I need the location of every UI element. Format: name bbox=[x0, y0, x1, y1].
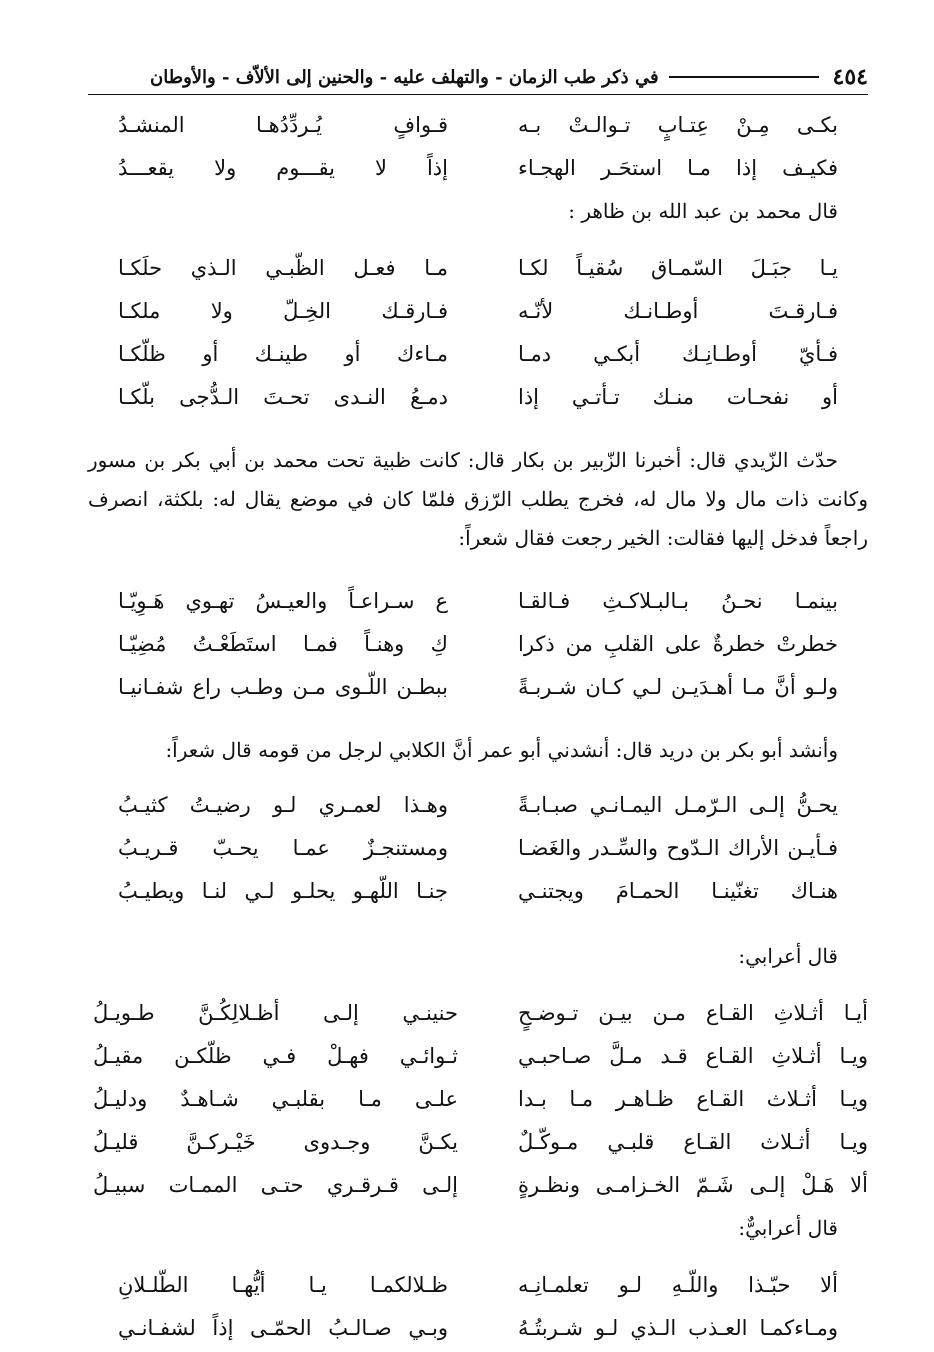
verse bbox=[88, 1264, 868, 1307]
second-hemistich: ثـوائـي فهـلْ فـي ظلّكـن مقيـلُ bbox=[93, 1044, 458, 1068]
poem-intro: قال أعرابي: bbox=[738, 944, 838, 968]
poem-block-6 bbox=[88, 1264, 868, 1350]
first-hemistich: ويـا أثـلاث القـاع قلبـي مـوكّـلٌ bbox=[518, 1130, 868, 1154]
verse bbox=[88, 376, 868, 419]
second-hemistich: دمـعُ النـدى تحـتَ الـدُّجى بلّكـا bbox=[118, 385, 448, 409]
poem-intro: قال أعرابيٌّ: bbox=[738, 1216, 838, 1240]
running-title: في ذكر طب الزمان - والتهلف عليه - والحنين إلى الألاّف - والأوطان bbox=[150, 66, 659, 88]
verse bbox=[88, 290, 868, 333]
second-hemistich: حنينـي إلـى أظـلالِكُـنَّ طـويـلُ bbox=[93, 1001, 458, 1025]
verse bbox=[88, 1121, 868, 1164]
first-hemistich: فكيـف إذا مـا استحَـر الهجـاء bbox=[518, 156, 838, 180]
first-hemistich: فـأيّ أوطـانِـك أبكـي دمـا bbox=[518, 342, 838, 366]
first-hemistich: فـأيـن الأراك الـدّوح والسِّـدر والغَضـا bbox=[518, 836, 838, 860]
second-hemistich: ومستنجـزٌ عمـا يحـبّ قـريـبُ bbox=[118, 836, 448, 860]
first-hemistich: بكـى مِـنْ عِتـابٍ تـوالـتْ بـه bbox=[518, 113, 838, 137]
poem-block-2 bbox=[88, 247, 868, 419]
verse bbox=[88, 147, 868, 190]
second-hemistich: ع سـراعـاً والعيـسُ تهـوي هَـوِيّـا bbox=[118, 589, 448, 613]
second-hemistich: كِ وهنـاً فمـا استَطَعْـتُ مُضِيّـا bbox=[118, 632, 448, 656]
first-hemistich: أو نفحـات منـك تـأتـي إذا bbox=[518, 385, 838, 409]
prose-text: وأنشد أبو بكر بن دريد قال: أنشدني أبو عمر أنَّ الكلابي لرجل من قومه قال شعراً: bbox=[165, 738, 838, 762]
first-hemistich: خطرتْ خطرةٌ على القلبِ من ذكرا bbox=[518, 632, 838, 656]
prose-paragraph bbox=[88, 441, 868, 558]
poem-block-5 bbox=[88, 992, 868, 1207]
first-hemistich: يـا جبَـلَ السّمـاق سُقيـاً لكـا bbox=[518, 256, 838, 280]
first-hemistich: فـارقـتَ أوطـانـك لأنّـه bbox=[518, 299, 838, 323]
header-rule bbox=[669, 76, 819, 78]
second-hemistich: جنـا اللّهـو يحلـو لـي لنـا ويطيـبُ bbox=[118, 879, 448, 903]
first-hemistich: ويـا أثـلاثِ القـاع قـد مـلَّ صـاحبـي bbox=[518, 1044, 868, 1068]
second-hemistich: فـارقـك الخِـلّ ولا ملكـا bbox=[118, 299, 448, 323]
verse bbox=[88, 1078, 868, 1121]
second-hemistich: مـاءك أو طينـك أو ظلّكـا bbox=[118, 342, 448, 366]
verse bbox=[88, 1035, 868, 1078]
poem-block-3 bbox=[88, 580, 868, 709]
page-body bbox=[88, 104, 868, 1350]
second-hemistich: ظـلالكمـا يـا أيُّهـا الطّلـلانِ bbox=[118, 1273, 448, 1297]
second-hemistich: مـا فعـل الظّبـي الـذي حلَكـا bbox=[118, 256, 448, 280]
first-hemistich: ألا هَـلْ إلـى شَـمّ الخـزامـى ونظـرةٍ bbox=[518, 1173, 868, 1197]
prose-paragraph bbox=[88, 731, 868, 770]
first-hemistich: ولـو أنَّ مـا أهـدَيـن لـي كـان شـربـةً bbox=[518, 675, 838, 699]
first-hemistich: ومـاءكمـا العـذب الـذي لـو شـربتُـهُ bbox=[518, 1316, 838, 1340]
second-hemistich: إلـى قـرقـري حتـى الممـات سبيـلُ bbox=[93, 1173, 458, 1197]
page-number: ٤٥٤ bbox=[832, 64, 868, 90]
poem-block-1 bbox=[88, 104, 868, 190]
second-hemistich: وهـذا لعمـري لـو رضيـتُ كثيـبُ bbox=[118, 793, 448, 817]
second-hemistich: إذاً لا يقـــوم ولا يقعـــدُ bbox=[118, 156, 448, 180]
poem-block-4 bbox=[88, 784, 868, 913]
second-hemistich: علـى مـا بقلبـي شـاهـدٌ ودليـلُ bbox=[93, 1087, 458, 1111]
verse bbox=[88, 992, 868, 1035]
verse bbox=[88, 666, 868, 709]
second-hemistich: يكـنَّ وجـدوى خَيْـركـنَّ قليـلُ bbox=[93, 1130, 458, 1154]
first-hemistich: ويـا أثـلاث القـاع ظـاهـر مـا بـدا bbox=[518, 1087, 868, 1111]
verse bbox=[88, 104, 868, 147]
page-header bbox=[88, 60, 868, 95]
verse bbox=[88, 623, 868, 666]
verse bbox=[88, 580, 868, 623]
second-hemistich: ببطـن اللّـوى مـن وطـب راع شفـانيـا bbox=[118, 675, 448, 699]
verse bbox=[88, 870, 868, 913]
verse bbox=[88, 827, 868, 870]
first-hemistich: أيـا أثـلاثِ القـاع مـن بيـن تـوضـحٍ bbox=[518, 1001, 868, 1025]
verse bbox=[88, 784, 868, 827]
second-hemistich: وبـي صـالـبُ الحمّـى إذاً لشفـانـي bbox=[118, 1316, 448, 1340]
first-hemistich: ألا حبّـذا واللّـهِ لـو تعلمـانِـه bbox=[518, 1273, 838, 1297]
first-hemistich: هنـاك تغنّينـا الحمـامَ ويجتنـي bbox=[518, 879, 838, 903]
first-hemistich: يحـنُّ إلـى الـرّمـل اليمـانـي صبـابـةً bbox=[518, 793, 838, 817]
prose-text: حدّث الزّيدي قال: أخبرنا الزّبير بن بكار قال: كانت ظبية تحت محمد بن أبي بكر بن مسور وكانت ذات مال ولا مال له، فخرج يطلب الرّزق فلمّا كان في موضع يقال له: بلكثة، انصرف راجعاً فدخل إليها فقالت: الخير رجعت فقال شعراً: bbox=[88, 448, 868, 550]
verse bbox=[88, 1307, 868, 1350]
second-hemistich: قـوافٍ يُـردِّدُهـا المنشـدُ bbox=[118, 113, 448, 137]
verse bbox=[88, 333, 868, 376]
first-hemistich: بينمـا نحـنُ بـالبـلاكـثِ فـالقـا bbox=[518, 589, 838, 613]
poem-intro: قال محمد بن عبد الله بن ظاهر : bbox=[568, 199, 838, 223]
verse bbox=[88, 247, 868, 290]
verse bbox=[88, 1164, 868, 1207]
